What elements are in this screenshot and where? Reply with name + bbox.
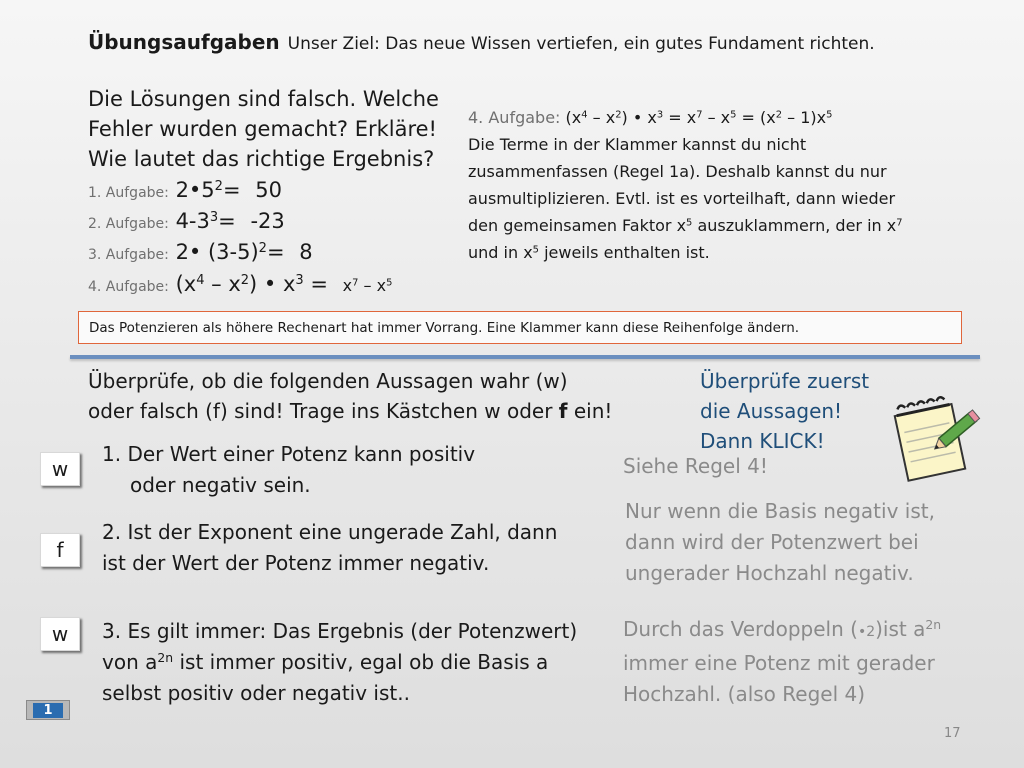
statement-2 [102, 517, 557, 579]
task-expression: $(x^4 - x^2)$ • $x^3$ = [175, 272, 328, 296]
explanation-line: immer eine Potenz mit gerader [623, 651, 935, 675]
check-first-hint [700, 366, 890, 456]
task-3 [88, 240, 313, 271]
notepad-pencil-icon [888, 390, 984, 484]
page-number: 17 [944, 726, 961, 741]
explanation-line: zusammenfassen (Regel 1a). Deshalb kannst du nur [468, 162, 887, 181]
hint-line: die Aussagen! [700, 399, 843, 423]
explanation-line: den gemeinsamen Faktor $x^5$ auszuklammern, der in $x^7$ [468, 216, 903, 235]
rule-note-box: Das Potenzieren als höhere Rechenart hat immer Vorrang. Eine Klammer kann diese Reihenfolge ändern. [78, 311, 962, 344]
task-label: 1. Aufgabe: [88, 185, 169, 201]
answer-box-1[interactable]: w [40, 452, 80, 486]
question-line: Fehler wurden gemacht? Erkläre! [88, 117, 437, 141]
explanation-line: ausmultiplizieren. Evtl. ist es vorteilhaft, dann wieder [468, 189, 896, 208]
task-expression: $2•5^2=$ [175, 178, 241, 202]
hint-line: Überprüfe zuerst [700, 369, 870, 393]
explanation-1 [623, 451, 768, 482]
page-title [88, 30, 875, 54]
explanation-line: Siehe Regel 4! [623, 454, 768, 478]
task-label: 2. Aufgabe: [88, 216, 169, 232]
question-block [88, 84, 448, 174]
task-expression: 2• $(3-5)^2=$ [175, 240, 285, 264]
answer-box-2[interactable]: f [40, 533, 80, 567]
section-divider [70, 355, 980, 359]
statement-line: 2. Ist der Exponent eine ungerade Zahl, dann [102, 520, 558, 544]
statement-line: 3. Es gilt immer: Das Ergebnis (der Potenzwert) [102, 619, 578, 643]
statement-line: von $a^{2n}$ ist immer positiv, egal ob die Basis a [102, 650, 549, 674]
statement-line: selbst positiv oder negativ ist.. [102, 681, 410, 705]
question-line: Wie lautet das richtige Ergebnis? [88, 147, 435, 171]
task-label: 3. Aufgabe: [88, 247, 169, 263]
explanation-line: Die Terme in der Klammer kannst du nicht [468, 135, 807, 154]
explanation-line: ungerader Hochzahl negativ. [625, 561, 914, 585]
question-line: Die Lösungen sind falsch. Welche [88, 87, 439, 111]
next-step-button[interactable] [26, 700, 70, 720]
explanation-3 [623, 614, 941, 710]
hint-line: Dann KLICK! [700, 429, 825, 453]
task-answer: -23 [250, 209, 285, 233]
instruction-text [88, 366, 668, 426]
title-subtitle: Unser Ziel: Das neue Wissen vertiefen, ein gutes Fundament richten. [287, 34, 875, 54]
next-step-label: 1 [33, 703, 63, 718]
explanation-line: Hochzahl. (also Regel 4) [623, 682, 866, 706]
task-2 [88, 209, 285, 240]
explanation-line: dann wird der Potenzwert bei [625, 530, 919, 554]
instruction-line: Überprüfe, ob die folgenden Aussagen wahr (w) [88, 369, 568, 393]
statement-line: oder negativ sein. [130, 473, 311, 497]
statement-1 [102, 439, 475, 501]
task4-solution-line: 4. Aufgabe: $(x^4 - x^2)$ • $x^3 = x^7 - x^5 = (x^2 - 1)x^5$ [468, 108, 833, 127]
task-answer: 8 [299, 240, 313, 264]
task-answer: $x^7 - x^5$ [342, 276, 393, 295]
statement-3 [102, 616, 577, 709]
instruction-line: oder falsch (f) sind! Trage ins Kästchen w oder f ein! [88, 399, 613, 423]
task-label: 4. Aufgabe: [88, 279, 169, 295]
task-answer: 50 [255, 178, 282, 202]
explanation-2 [625, 496, 935, 589]
statement-line: 1. Der Wert einer Potenz kann positiv [102, 442, 476, 466]
task-4 [88, 272, 392, 303]
statement-line: ist der Wert der Potenz immer negativ. [102, 551, 490, 575]
answer-box-3[interactable]: w [40, 617, 80, 651]
title-main: Übungsaufgaben [88, 30, 280, 54]
explanation-line: Nur wenn die Basis negativ ist, [625, 499, 935, 523]
explanation-line: und in $x^5$ jeweils enthalten ist. [468, 243, 710, 262]
task-1 [88, 178, 282, 209]
task4-solution-block [468, 104, 968, 266]
explanation-line: Durch das Verdoppeln (•2)ist $a^{2n}$ [623, 617, 942, 641]
task-expression: $4-3^3=$ [175, 209, 236, 233]
